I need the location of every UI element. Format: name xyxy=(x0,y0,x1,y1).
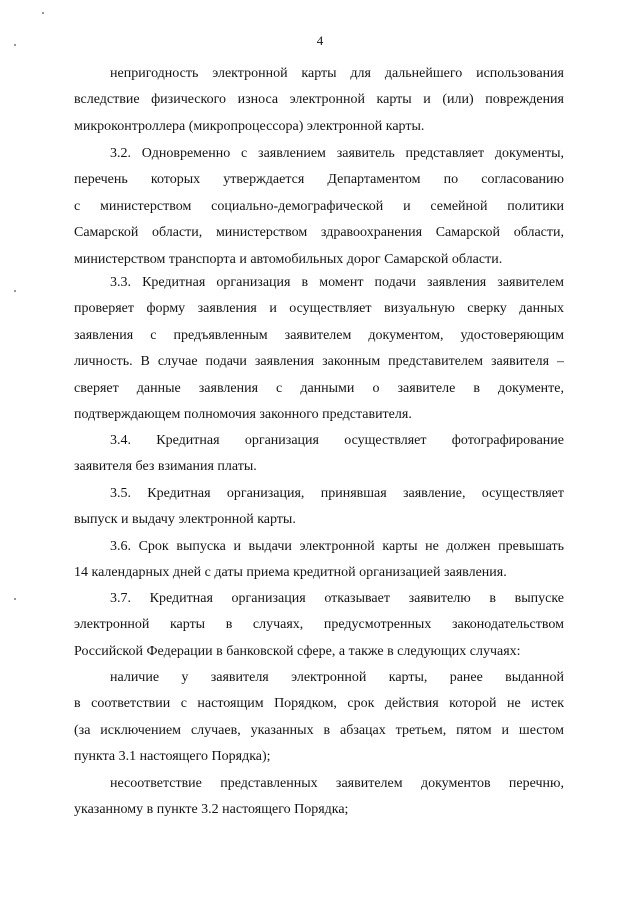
paragraph-3-6 xyxy=(74,534,564,587)
text-line: пункта 3.1 настоящего Порядка); xyxy=(74,749,271,765)
text-line: непригодность электронной карты для дальнейшего использования xyxy=(110,66,564,81)
text-line: 3.2. Одновременно с заявлением заявитель представляет документы, xyxy=(110,146,564,161)
paragraph-3-4 xyxy=(74,428,564,481)
text-line: выпуск и выдачу электронной карты. xyxy=(74,512,296,528)
text-line: несоответствие представленных заявителем документов перечню, xyxy=(110,776,564,791)
text-line: наличие у заявителя электронной карты, ранее выданной xyxy=(110,670,564,685)
text-line: заявителя без взимания платы. xyxy=(74,459,257,475)
paragraph-3-5 xyxy=(74,481,564,534)
clause-documents-mismatch xyxy=(74,771,564,824)
paragraph-3-2 xyxy=(74,141,564,273)
text-line: министерством транспорта и автомобильных дорог Самарской области. xyxy=(74,251,503,267)
text-line: Российской Федерации в банковской сфере, а также в следующих случаях: xyxy=(74,643,521,659)
scan-speck xyxy=(42,12,44,14)
text-line: личность. В случае подачи заявления законным представителем заявителя – xyxy=(74,354,564,370)
text-line: с министерством социально-демографической и семейной политики xyxy=(74,198,564,214)
page-number: 4 xyxy=(316,33,324,48)
text-line: Самарской области, министерством здравоохранения Самарской области, xyxy=(74,225,564,241)
scan-speck xyxy=(14,290,16,292)
text-line: 3.6. Срок выпуска и выдачи электронной карты не должен превышать xyxy=(110,539,564,554)
text-line: 3.5. Кредитная организация, принявшая заявление, осуществляет xyxy=(110,486,564,501)
scan-speck xyxy=(14,598,16,600)
text-line: 3.3. Кредитная организация в момент подачи заявления заявителем xyxy=(110,275,564,290)
text-line: указанному в пункте 3.2 настоящего Порядка; xyxy=(74,802,349,818)
text-line: перечень которых утверждается Департаментом по согласованию xyxy=(74,172,564,188)
paragraph-3-7 xyxy=(74,586,564,665)
text-line: 3.7. Кредитная организация отказывает заявителю в выпуске xyxy=(110,591,564,606)
paragraph-3-3 xyxy=(74,270,564,428)
text-line: сверяет данные заявления с данными о заявителе в документе, xyxy=(74,380,564,396)
paragraph-continuation xyxy=(74,61,564,140)
text-line: (за исключением случаев, указанных в абзацах третьем, пятом и шестом xyxy=(74,722,564,738)
text-line: вследствие физического износа электронной карты и (или) повреждения xyxy=(74,92,564,108)
text-line: электронной карты в случаях, предусмотренных законодательством xyxy=(74,617,564,633)
text-line: 14 календарных дней с даты приема кредитной организацией заявления. xyxy=(74,565,507,581)
text-line: заявления с предъявленным заявителем документом, удостоверяющим xyxy=(74,327,564,343)
text-line: проверяет форму заявления и осуществляет визуальную сверку данных xyxy=(74,301,564,317)
text-line: в соответствии с настоящим Порядком, срок действия которой не истек xyxy=(74,696,564,712)
clause-existing-card xyxy=(74,665,564,771)
text-line: 3.4. Кредитная организация осуществляет фотографирование xyxy=(110,433,564,448)
text-line: подтверждающем полномочия законного представителя. xyxy=(74,406,412,422)
text-line: микроконтроллера (микропроцессора) электронной карты. xyxy=(74,118,425,134)
